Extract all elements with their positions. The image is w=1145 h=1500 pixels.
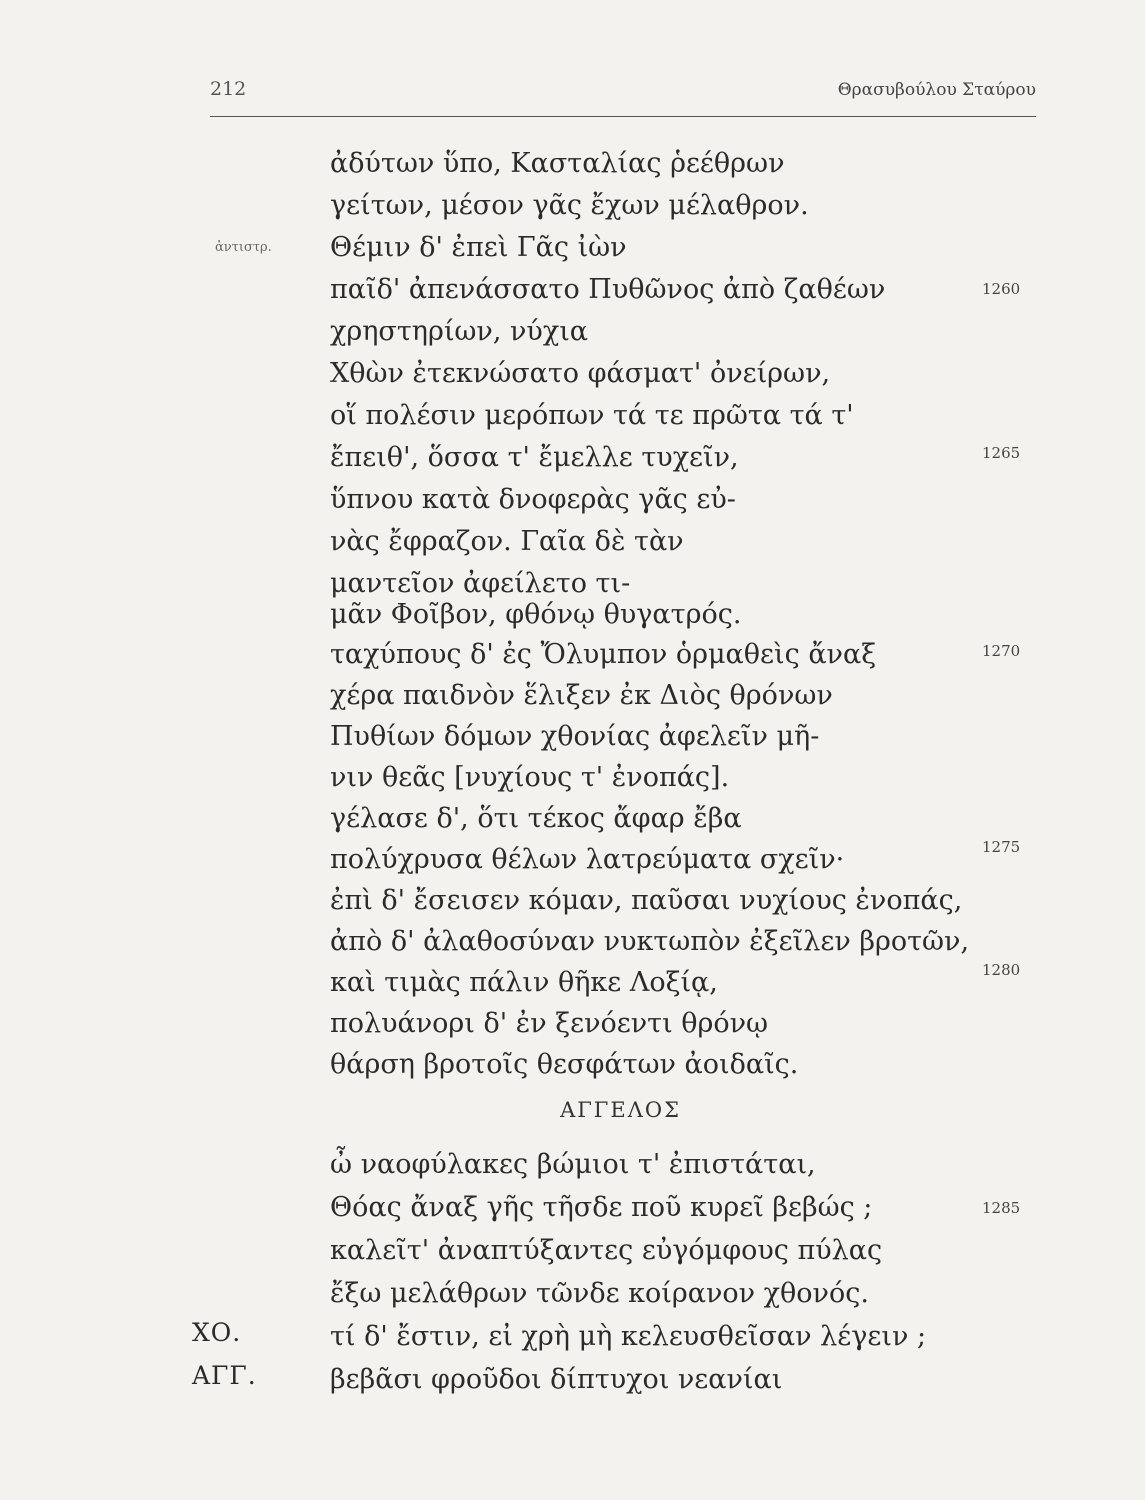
speaker-label-chorus: ΧΟ. <box>192 1318 242 1347</box>
verse-line: νὰς ἔφραζον. Γαῖα δὲ τὰν <box>330 526 684 557</box>
line-number: 1260 <box>982 280 1021 298</box>
verse-line: Χθὼν ἐτεκνώσατο φάσματ' ὀνείρων, <box>330 358 831 389</box>
verse-line: πολύχρυσα θέλων λατρεύματα σχεῖν· <box>330 844 845 875</box>
verse-line: γέλασε δ', ὅτι τέκος ἄφαρ ἔβα <box>330 803 742 834</box>
verse-line: ταχύπους δ' ἐς Ὄλυμπον ὁρμαθεὶς ἄναξ <box>330 639 877 670</box>
verse-line: χέρα παιδνὸν ἕλιξεν ἐκ Διὸς θρόνων <box>330 680 833 711</box>
verse-line: ὦ ναοφύλακες βώμιοι τ' ἐπιστάται, <box>330 1149 816 1180</box>
verse-line: καλεῖτ' ἀναπτύξαντες εὐγόμφους πύλας <box>330 1235 883 1266</box>
verse-line: πολυάνορι δ' ἐν ξενόεντι θρόνῳ <box>330 1008 769 1039</box>
antistrophe-marker: ἀντιστρ. <box>215 240 272 255</box>
line-number: 1285 <box>982 1199 1021 1217</box>
verse-line: Θόας ἄναξ γῆς τῆσδε ποῦ κυρεῖ βεβώς ; <box>330 1192 873 1223</box>
speaker-heading: ΑΓΓΕΛΟΣ <box>560 1098 681 1122</box>
running-title: Θρασυβούλου Σταύρου <box>837 80 1036 100</box>
verse-line: ἀπὸ δ' ἀλαθοσύναν νυκτωπὸν ἐξεῖλεν βροτῶν, <box>330 926 970 957</box>
verse-line: βεβᾶσι φροῦδοι δίπτυχοι νεανίαι <box>330 1364 783 1395</box>
verse-line: ἔπειθ', ὅσσα τ' ἔμελλε τυχεῖν, <box>330 442 739 473</box>
verse-line: παῖδ' ἀπενάσσατο Πυθῶνος ἀπὸ ζαθέων <box>330 274 886 305</box>
page-number: 212 <box>210 78 247 100</box>
verse-line: γείτων, μέσον γᾶς ἔχων μέλαθρον. <box>330 190 809 221</box>
line-number: 1265 <box>982 444 1021 462</box>
verse-line: ἀδύτων ὕπο, Κασταλίας ῥεέθρων <box>330 148 785 179</box>
line-number: 1270 <box>982 642 1021 660</box>
speaker-label-messenger: ΑΓΓ. <box>192 1361 257 1390</box>
verse-line: ὕπνου κατὰ δνοφερὰς γᾶς εὐ- <box>330 484 736 515</box>
verse-line: ἔξω μελάθρων τῶνδε κοίρανον χθονός. <box>330 1278 869 1309</box>
verse-line: Πυθίων δόμων χθονίας ἀφελεῖν μῆ- <box>330 721 820 752</box>
page-header <box>210 76 1036 117</box>
line-number: 1280 <box>982 961 1021 979</box>
verse-line: μᾶν Φοῖβον, φθόνῳ θυγατρός. <box>330 599 742 630</box>
verse-line: καὶ τιμὰς πάλιν θῆκε Λοξίᾳ, <box>330 967 718 998</box>
verse-line: Θέμιν δ' ἐπεὶ Γᾶς ἰὼν <box>330 232 627 263</box>
verse-line: οἵ πολέσιν μερόπων τά τε πρῶτα τά τ' <box>330 400 854 431</box>
line-number: 1275 <box>982 838 1021 856</box>
verse-line: τί δ' ἔστιν, εἰ χρὴ μὴ κελευσθεῖσαν λέγειν ; <box>330 1321 927 1352</box>
verse-line: χρηστηρίων, νύχια <box>330 316 589 347</box>
verse-line: ἐπὶ δ' ἔσεισεν κόμαν, παῦσαι νυχίους ἐνοπάς, <box>330 885 963 916</box>
verse-line: νιν θεᾶς [νυχίους τ' ἐνοπάς]. <box>330 762 730 793</box>
verse-line: μαντεῖον ἀφείλετο τι- <box>330 568 631 599</box>
verse-line: θάρση βροτοῖς θεσφάτων ἀοιδαῖς. <box>330 1049 799 1080</box>
